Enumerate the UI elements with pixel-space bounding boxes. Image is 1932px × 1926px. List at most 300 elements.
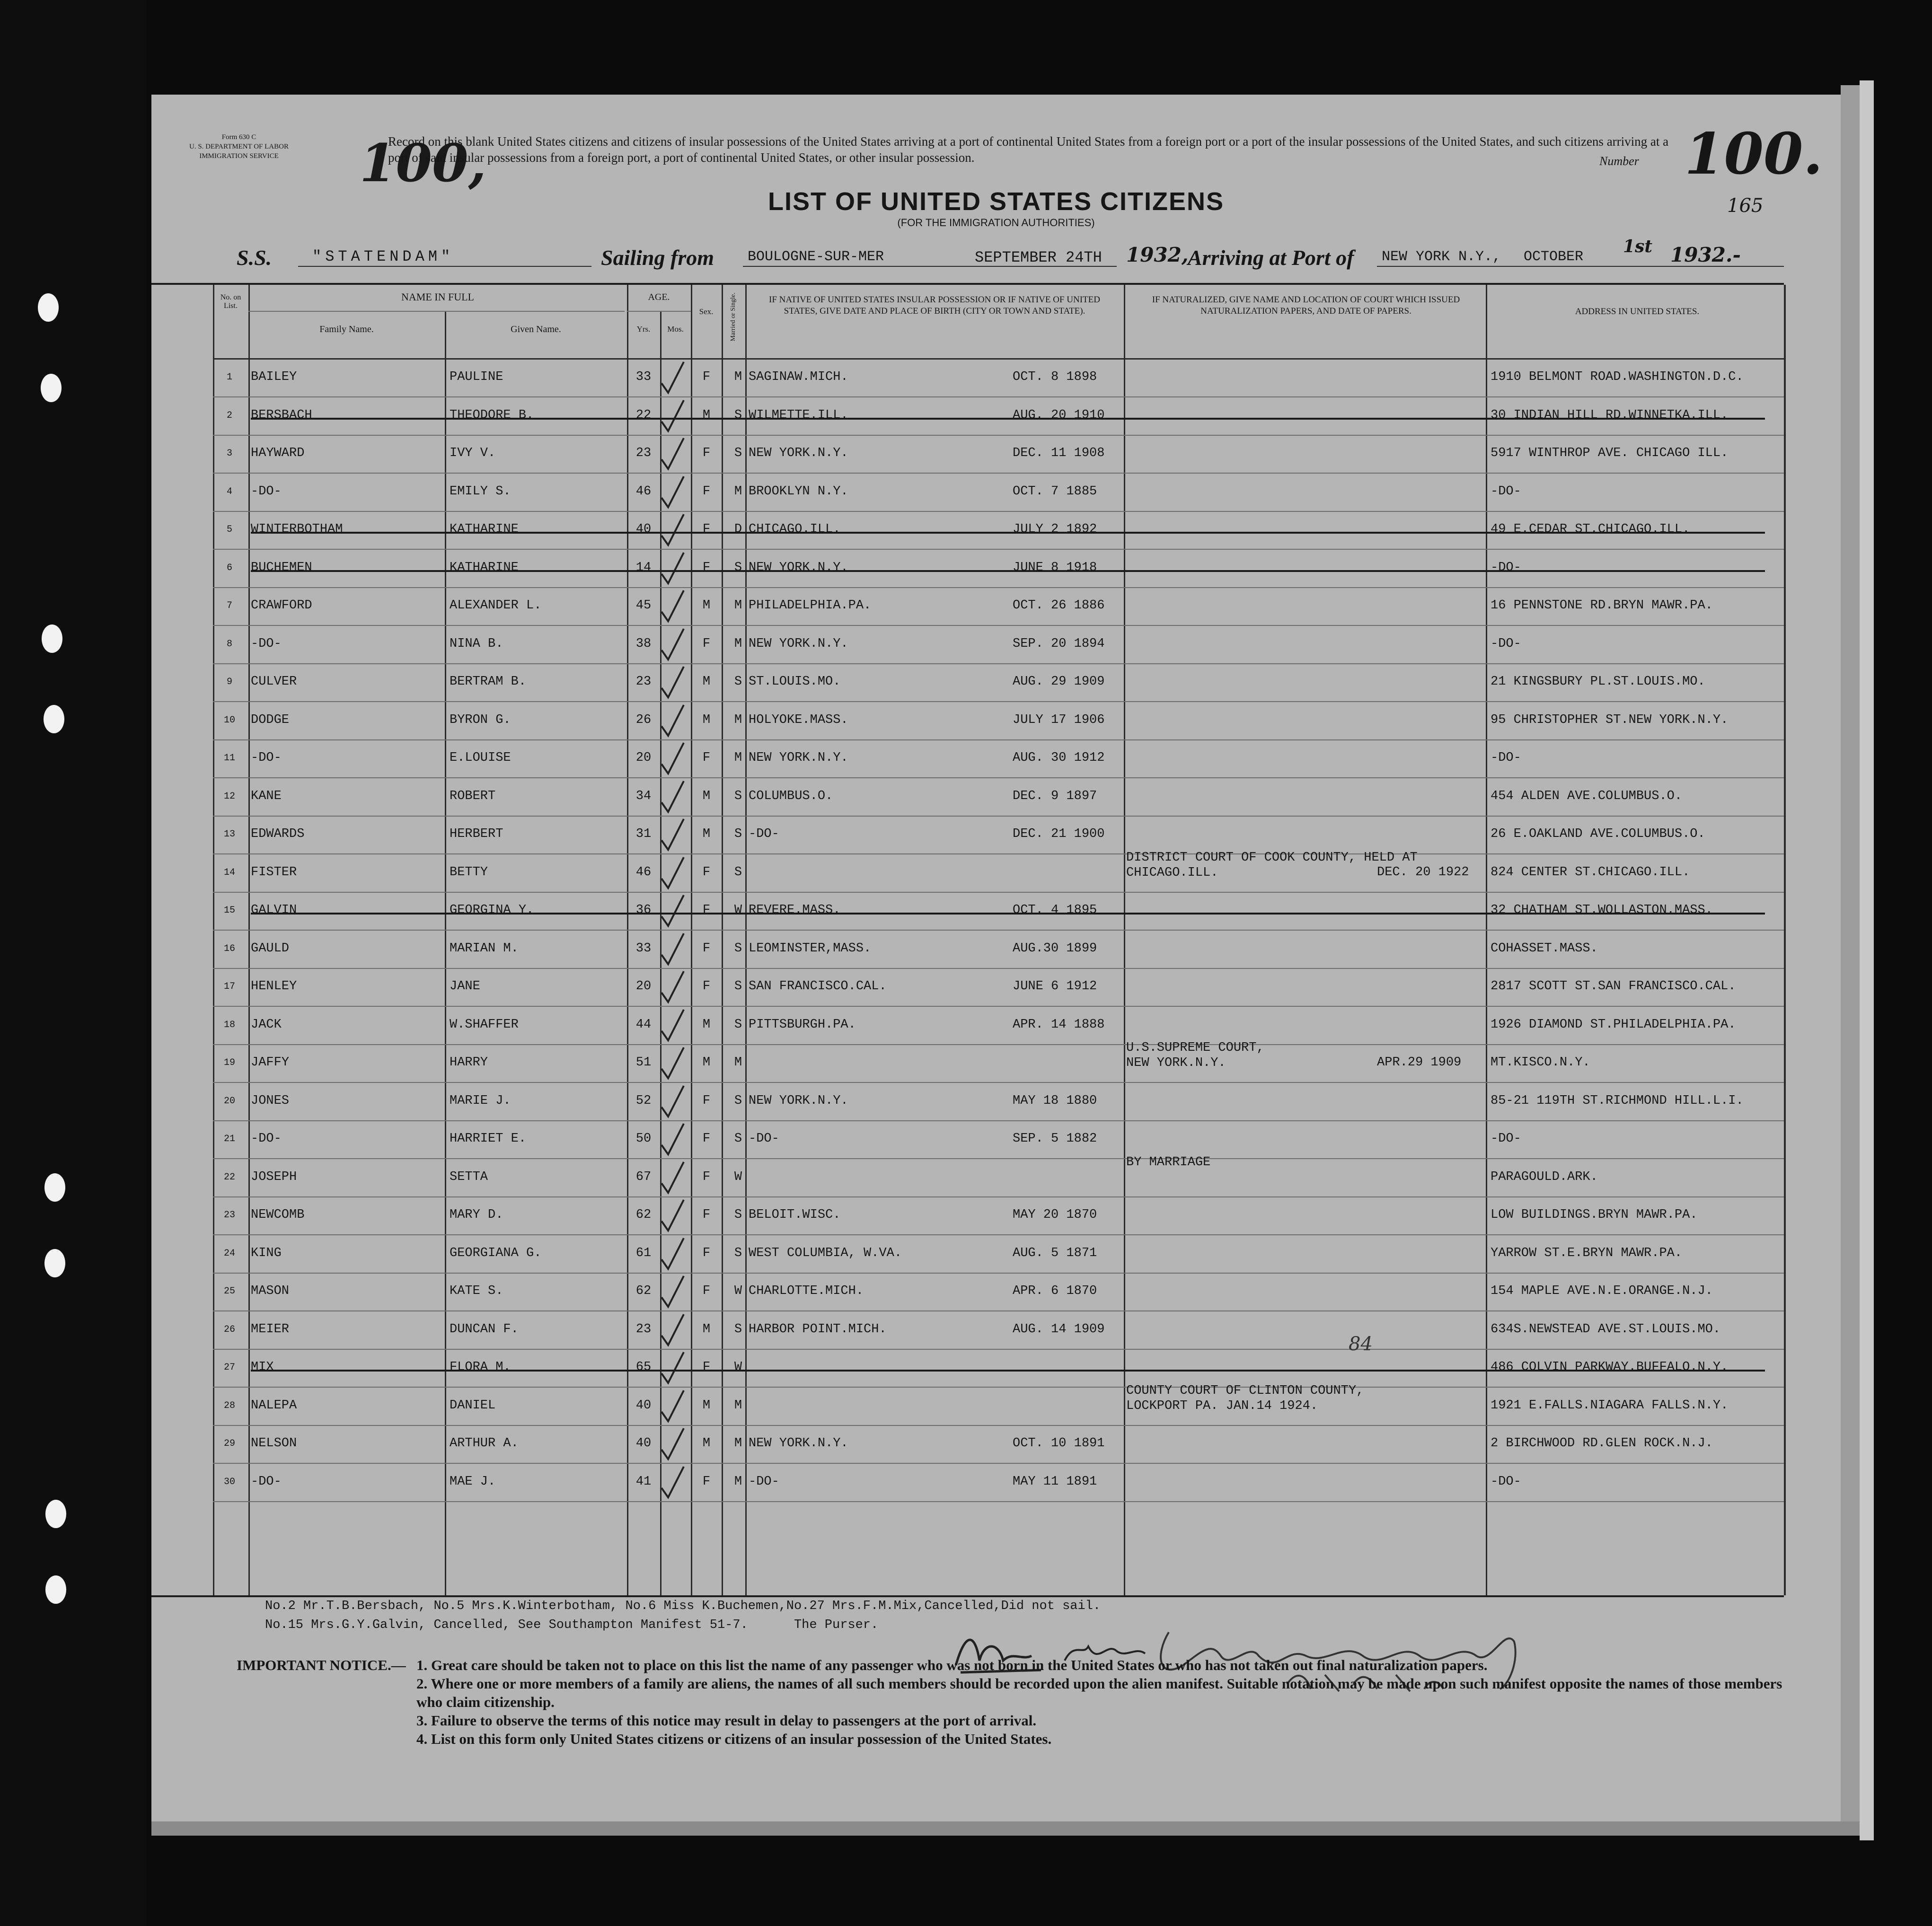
cell-sex: M <box>702 1017 711 1032</box>
table-row <box>151 1197 1784 1235</box>
cell-birthplace: -DO- <box>749 1474 779 1489</box>
cell-naturalization: DISTRICT COURT OF COOK COUNTY, HELD AT CHICAGO.ILL. <box>1126 850 1418 880</box>
cell-family-name: HAYWARD <box>251 446 305 460</box>
cell-sex: M <box>702 598 711 613</box>
cell-sex: M <box>702 1436 711 1451</box>
check-mark-icon <box>658 398 686 436</box>
cell-list-number: 8 <box>226 638 232 650</box>
cell-age-years: 61 <box>635 1246 652 1260</box>
cell-birth-date: APR. 6 1870 <box>1013 1284 1097 1298</box>
cell-given-name: THEODORE B. <box>450 408 534 422</box>
cell-sex: M <box>702 789 711 803</box>
cell-list-number: 24 <box>223 1248 235 1259</box>
sail-date: SEPTEMBER 24TH <box>975 249 1102 266</box>
column-rule <box>1784 285 1786 1595</box>
table-row <box>151 850 1784 893</box>
table-row <box>151 474 1784 512</box>
cell-birthplace: NEW YORK.N.Y. <box>749 1436 848 1451</box>
cell-birth-date: AUG.30 1899 <box>1013 941 1097 956</box>
cell-marital-status: S <box>734 560 742 575</box>
cell-age-years: 62 <box>635 1284 652 1298</box>
cell-address: 85-21 119TH ST.RICHMOND HILL.L.I. <box>1491 1093 1744 1108</box>
cell-sex: F <box>702 1170 711 1184</box>
cell-sex: F <box>702 1246 711 1260</box>
cell-address: -DO- <box>1491 484 1521 499</box>
table-row <box>151 1464 1784 1502</box>
cell-list-number: 16 <box>223 943 235 954</box>
cell-birthplace: HARBOR POINT.MICH. <box>749 1322 887 1337</box>
cell-sex: F <box>702 1093 711 1108</box>
cell-age-years: 46 <box>635 484 652 499</box>
col-header-mos: Mos. <box>667 325 684 334</box>
check-mark-icon <box>658 1426 686 1464</box>
cell-marital-status: S <box>734 1246 742 1260</box>
cell-age-years: 31 <box>635 827 652 841</box>
cell-birth-date: JUNE 6 1912 <box>1013 979 1097 994</box>
cell-age-years: 67 <box>635 1170 652 1184</box>
cell-age-years: 33 <box>635 941 652 956</box>
cell-marital-status: S <box>734 979 742 994</box>
check-mark-icon <box>658 1121 686 1159</box>
cell-address: -DO- <box>1491 1474 1521 1489</box>
col-header-sex: Sex. <box>699 307 714 316</box>
cell-sex: F <box>702 1208 711 1222</box>
cell-birthplace: BELOIT.WISC. <box>749 1208 841 1222</box>
cell-age-years: 22 <box>635 408 652 422</box>
cell-birthplace: WILMETTE.ILL. <box>749 408 848 422</box>
cell-address: 26 E.OAKLAND AVE.COLUMBUS.O. <box>1491 827 1705 841</box>
cell-marital-status: S <box>734 789 742 803</box>
cell-birth-date: APR. 14 1888 <box>1013 1017 1105 1032</box>
check-mark-icon <box>658 1007 686 1045</box>
sail-year: 1932, <box>1126 243 1189 266</box>
check-mark-icon <box>658 1160 686 1197</box>
cell-sex: M <box>702 675 711 689</box>
cell-marital-status: S <box>734 1017 742 1032</box>
cell-list-number: 29 <box>223 1438 235 1449</box>
col-header-address: ADDRESS IN UNITED STATES. <box>1575 307 1700 317</box>
cell-family-name: JONES <box>251 1093 290 1108</box>
form-preamble: Record on this blank United States citizens and citizens of insular possessions of the United States arriving at a port of continental United States from a foreign port or a port of the insular possessions of the United States, and such citizens arriving at a port of said insular possessions from a foreign port, a port of continental United States, or other insular possession. <box>388 134 1669 165</box>
cell-given-name: ROBERT <box>450 789 496 803</box>
check-mark-icon <box>658 436 686 474</box>
notice-item: 4. List on this form only United States citizens or citizens of an insular possession of the United States. <box>416 1731 1052 1747</box>
punch-hole <box>44 1173 65 1202</box>
cell-list-number: 21 <box>223 1134 235 1144</box>
cell-given-name: BYRON G. <box>450 712 511 727</box>
cell-marital-status: W <box>734 903 742 917</box>
col-header-no: No. on List. <box>220 293 241 310</box>
cell-given-name: SETTA <box>450 1170 488 1184</box>
cell-age-years: 20 <box>635 979 652 994</box>
cell-address: 154 MAPLE AVE.N.E.ORANGE.N.J. <box>1491 1284 1713 1298</box>
cell-given-name: NINA B. <box>450 636 503 651</box>
cell-family-name: NELSON <box>251 1436 297 1451</box>
cell-age-years: 51 <box>635 1055 652 1070</box>
cell-given-name: HERBERT <box>450 827 503 841</box>
cell-naturalization: U.S.SUPREME COURT, NEW YORK.N.Y. <box>1126 1041 1264 1070</box>
cell-birth-date: AUG. 14 1909 <box>1013 1322 1105 1337</box>
table-row <box>151 588 1784 626</box>
notice-item: 1. Great care should be taken not to place on this list the name of any passenger who was not born in the United States or who has not taken out final naturalization papers. <box>416 1657 1488 1673</box>
cell-birthplace: WEST COLUMBIA, W.VA. <box>749 1246 902 1260</box>
punch-hole <box>44 1249 65 1277</box>
cell-birthplace: -DO- <box>749 827 779 841</box>
cell-given-name: JANE <box>450 979 480 994</box>
cell-birth-date: MAY 18 1880 <box>1013 1093 1097 1108</box>
cell-list-number: 23 <box>223 1210 235 1221</box>
cell-address: 32 CHATHAM ST.WOLLASTON.MASS. <box>1491 903 1713 917</box>
cell-address: 1926 DIAMOND ST.PHILADELPHIA.PA. <box>1491 1017 1736 1032</box>
cell-marital-status: M <box>734 712 742 727</box>
col-header-given: Given Name. <box>511 324 561 334</box>
table-row <box>151 1236 1784 1274</box>
cell-list-number: 27 <box>223 1362 235 1373</box>
ship-name: "STATENDAM" <box>312 248 454 265</box>
cell-birth-date: MAY 20 1870 <box>1013 1208 1097 1222</box>
punch-hole <box>38 293 59 322</box>
cell-age-years: 33 <box>635 370 652 384</box>
form-identifier <box>189 132 289 161</box>
check-mark-icon <box>658 1350 686 1388</box>
cell-address: 486 COLVIN PARKWAY.BUFFALO.N.Y. <box>1491 1360 1729 1374</box>
table-row <box>151 1426 1784 1464</box>
notice-heading: IMPORTANT NOTICE.— <box>237 1657 406 1673</box>
cell-birth-date: OCT. 8 1898 <box>1013 370 1097 384</box>
table-row <box>151 893 1784 931</box>
cell-given-name: BERTRAM B. <box>450 675 527 689</box>
table-row <box>151 664 1784 702</box>
cell-birth-date: OCT. 4 1895 <box>1013 903 1097 917</box>
port-to: NEW YORK N.Y., <box>1382 249 1501 265</box>
cell-sex: F <box>702 636 711 651</box>
table-row <box>151 1350 1784 1388</box>
table-row <box>151 969 1784 1007</box>
cell-birth-date: AUG. 5 1871 <box>1013 1246 1097 1260</box>
cell-family-name: BERSBACH <box>251 408 312 422</box>
cell-marital-status: M <box>734 1436 742 1451</box>
cell-birthplace: HOLYOKE.MASS. <box>749 712 848 727</box>
cell-list-number: 10 <box>223 714 235 726</box>
cell-list-number: 20 <box>223 1095 235 1107</box>
cell-address: 95 CHRISTOPHER ST.NEW YORK.N.Y. <box>1491 712 1729 727</box>
table-row <box>151 626 1784 664</box>
check-mark-icon <box>658 474 686 512</box>
note-line: No.15 Mrs.G.Y.Galvin, Cancelled, See Southampton Manifest 51-7. The Purser. <box>265 1618 879 1632</box>
cell-address: 30 INDIAN HILL RD.WINNETKA.ILL. <box>1491 408 1729 422</box>
check-mark-icon <box>658 588 686 626</box>
cell-age-years: 36 <box>635 903 652 917</box>
header-rule <box>627 311 691 312</box>
cell-family-name: EDWARDS <box>251 827 305 841</box>
check-mark-icon <box>658 893 686 931</box>
cell-birthplace: PITTSBURGH.PA. <box>749 1017 856 1032</box>
cell-list-number: 12 <box>223 791 235 802</box>
check-mark-icon <box>658 512 686 550</box>
cell-age-years: 14 <box>635 560 652 575</box>
cell-given-name: KATHARINE <box>450 560 519 575</box>
cell-address: 1921 E.FALLS.NIAGARA FALLS.N.Y. <box>1491 1398 1729 1413</box>
cell-family-name: -DO- <box>251 1474 282 1489</box>
cell-family-name: JACK <box>251 1017 282 1032</box>
cell-family-name: HENLEY <box>251 979 297 994</box>
notice-list <box>416 1656 1789 1748</box>
check-mark-icon <box>658 969 686 1007</box>
cell-family-name: FISTER <box>251 865 297 879</box>
cell-age-years: 23 <box>635 1322 652 1337</box>
cell-birthplace: REVERE.MASS. <box>749 903 841 917</box>
arrive-year: 1932.- <box>1670 243 1741 266</box>
cell-birthplace: NEW YORK.N.Y. <box>749 751 848 765</box>
check-mark-icon <box>658 703 686 740</box>
cell-marital-status: W <box>734 1284 742 1298</box>
cell-address: 16 PENNSTONE RD.BRYN MAWR.PA. <box>1491 598 1713 613</box>
header-rule <box>248 311 625 312</box>
table-row <box>151 931 1784 969</box>
cell-family-name: MEIER <box>251 1322 290 1337</box>
cell-given-name: W.SHAFFER <box>450 1017 519 1032</box>
cell-sex: F <box>702 903 711 917</box>
cell-sex: F <box>702 979 711 994</box>
cell-birthplace: CHICAGO.ILL. <box>749 522 841 536</box>
cell-list-number: 5 <box>226 524 232 535</box>
check-mark-icon <box>658 1045 686 1083</box>
strike-through-line <box>251 1370 1765 1372</box>
cell-family-name: DODGE <box>251 712 290 727</box>
cell-sex: M <box>702 1322 711 1337</box>
department: U. S. DEPARTMENT OF LABOR <box>189 143 289 150</box>
cell-list-number: 19 <box>223 1057 235 1068</box>
page-subtitle: (FOR THE IMMIGRATION AUTHORITIES) <box>897 217 1095 229</box>
cell-age-years: 20 <box>635 751 652 765</box>
check-mark-icon <box>658 1388 686 1426</box>
cell-family-name: KANE <box>251 789 282 803</box>
cell-given-name: IVY V. <box>450 446 496 460</box>
cell-age-years: 38 <box>635 636 652 651</box>
table-row <box>151 1041 1784 1083</box>
cell-sex: M <box>702 712 711 727</box>
cell-family-name: NEWCOMB <box>251 1208 305 1222</box>
punch-hole <box>42 624 62 653</box>
cell-marital-status: S <box>734 827 742 841</box>
arrive-day: 1st <box>1623 237 1652 256</box>
page-edge <box>151 1821 1860 1836</box>
cell-birth-date: DEC. 11 1908 <box>1013 446 1105 460</box>
cell-list-number: 22 <box>223 1171 235 1183</box>
cell-family-name: WINTERBOTHAM <box>251 522 343 536</box>
cell-family-name: GAULD <box>251 941 290 956</box>
page-edge <box>1841 85 1860 1836</box>
cell-age-years: 45 <box>635 598 652 613</box>
col-header-birthplace: IF NATIVE OF UNITED STATES INSULAR POSSESSION OR IF NATIVE OF UNITED STATES, GIVE DATE AND PLACE OF BIRTH (CITY OR TOWN AND STATE). <box>769 295 1100 316</box>
cell-birthplace: ST.LOUIS.MO. <box>749 675 841 689</box>
cell-given-name: MARIE J. <box>450 1093 511 1108</box>
cell-marital-status: W <box>734 1360 742 1374</box>
table-row <box>151 1274 1784 1311</box>
cell-sex: F <box>702 1284 711 1298</box>
cell-birth-date: JULY 17 1906 <box>1013 712 1105 727</box>
cell-family-name: -DO- <box>251 751 282 765</box>
cell-sex: F <box>702 865 711 879</box>
cell-sex: F <box>702 751 711 765</box>
cell-birth-date: AUG. 20 1910 <box>1013 408 1105 422</box>
cell-address: 454 ALDEN AVE.COLUMBUS.O. <box>1491 789 1683 803</box>
handwritten-page-number: 100, <box>360 132 486 193</box>
cell-age-years: 65 <box>635 1360 652 1374</box>
cell-address: COHASSET.MASS. <box>1491 941 1598 956</box>
cell-marital-status: S <box>734 408 742 422</box>
cell-address: YARROW ST.E.BRYN MAWR.PA. <box>1491 1246 1683 1260</box>
cell-age-years: 40 <box>635 1436 652 1451</box>
cell-address: -DO- <box>1491 1132 1521 1146</box>
underline <box>298 266 591 267</box>
cell-family-name: JAFFY <box>251 1055 290 1070</box>
handwritten-note: 84 <box>1349 1333 1373 1355</box>
cell-given-name: ALEXANDER L. <box>450 598 542 613</box>
cell-list-number: 17 <box>223 981 235 992</box>
cell-naturalization: BY MARRIAGE <box>1126 1155 1211 1170</box>
cell-given-name: GEORGINA Y. <box>450 903 534 917</box>
cell-address: 824 CENTER ST.CHICAGO.ILL. <box>1491 865 1690 879</box>
cell-marital-status: D <box>734 522 742 536</box>
cell-sex: F <box>702 941 711 956</box>
cell-age-years: 23 <box>635 446 652 460</box>
check-mark-icon <box>658 664 686 702</box>
cell-birth-date: DEC. 21 1900 <box>1013 827 1105 841</box>
cell-given-name: DUNCAN F. <box>450 1322 519 1337</box>
cell-birth-date: OCT. 10 1891 <box>1013 1436 1105 1451</box>
cell-family-name: NALEPA <box>251 1398 297 1413</box>
cell-given-name: KATE S. <box>450 1284 503 1298</box>
cell-given-name: PAULINE <box>450 370 503 384</box>
cell-address: 634S.NEWSTEAD AVE.ST.LOUIS.MO. <box>1491 1322 1721 1337</box>
cell-given-name: MAE J. <box>450 1474 496 1489</box>
cell-sex: F <box>702 1360 711 1374</box>
cell-marital-status: M <box>734 1398 742 1413</box>
cell-given-name: E.LOUISE <box>450 751 511 765</box>
cell-sex: F <box>702 560 711 575</box>
cell-address: 5917 WINTHROP AVE. CHICAGO ILL. <box>1491 446 1729 460</box>
cell-given-name: FLORA M. <box>450 1360 511 1374</box>
cell-address: 2 BIRCHWOOD RD.GLEN ROCK.N.J. <box>1491 1436 1713 1451</box>
table-row <box>151 817 1784 854</box>
cell-birthplace: SAN FRANCISCO.CAL. <box>749 979 887 994</box>
cell-address: 2817 SCOTT ST.SAN FRANCISCO.CAL. <box>1491 979 1736 994</box>
check-mark-icon <box>658 1464 686 1502</box>
cell-family-name: -DO- <box>251 1132 282 1146</box>
cell-family-name: BUCHEMEN <box>251 560 312 575</box>
check-mark-icon <box>658 931 686 969</box>
col-header-age: AGE. <box>648 292 670 302</box>
table-row <box>151 398 1784 436</box>
cell-marital-status: M <box>734 636 742 651</box>
cell-family-name: KING <box>251 1246 282 1260</box>
service: IMMIGRATION SERVICE <box>199 152 279 160</box>
cell-marital-status: S <box>734 1208 742 1222</box>
arriving-label: Arriving at Port of <box>1188 246 1354 270</box>
table-row <box>151 550 1784 588</box>
cell-sex: F <box>702 1474 711 1489</box>
punch-hole <box>41 374 62 402</box>
cell-list-number: 13 <box>223 829 235 840</box>
cell-age-years: 41 <box>635 1474 652 1489</box>
cell-birthplace: NEW YORK.N.Y. <box>749 560 848 575</box>
cell-given-name: ARTHUR A. <box>450 1436 519 1451</box>
cell-list-number: 3 <box>226 448 232 459</box>
cell-given-name: DANIEL <box>450 1398 496 1413</box>
strike-through-line <box>251 418 1765 420</box>
check-mark-icon <box>658 817 686 854</box>
check-mark-icon <box>658 1197 686 1235</box>
cell-marital-status: M <box>734 484 742 499</box>
cell-list-number: 30 <box>223 1476 235 1487</box>
cell-given-name: MARIAN M. <box>450 941 519 956</box>
cell-birthplace: PHILADELPHIA.PA. <box>749 598 872 613</box>
cell-age-years: 52 <box>635 1093 652 1108</box>
check-mark-icon <box>658 550 686 588</box>
cell-marital-status: S <box>734 1322 742 1337</box>
cell-age-years: 40 <box>635 1398 652 1413</box>
cell-birthplace: LEOMINSTER,MASS. <box>749 941 872 956</box>
row-rule <box>213 1501 1784 1502</box>
cell-given-name: HARRIET E. <box>450 1132 527 1146</box>
cell-birthplace: -DO- <box>749 1132 779 1146</box>
col-header-family: Family Name. <box>319 324 374 334</box>
cell-marital-status: M <box>734 370 742 384</box>
cell-address: PARAGOULD.ARK. <box>1491 1170 1598 1184</box>
cell-list-number: 25 <box>223 1286 235 1297</box>
table-row <box>151 740 1784 778</box>
cell-birthplace: NEW YORK.N.Y. <box>749 446 848 460</box>
cell-age-years: 50 <box>635 1132 652 1146</box>
page-edge <box>1860 80 1874 1840</box>
cell-age-years: 40 <box>635 522 652 536</box>
cell-age-years: 46 <box>635 865 652 879</box>
underline <box>743 266 1117 267</box>
cell-given-name: EMILY S. <box>450 484 511 499</box>
table-row <box>151 779 1784 817</box>
binder-edge <box>0 0 147 1926</box>
cell-sex: F <box>702 522 711 536</box>
cell-age-years: 34 <box>635 789 652 803</box>
cell-address: -DO- <box>1491 636 1521 651</box>
port-from: BOULOGNE-SUR-MER <box>748 249 884 265</box>
check-mark-icon <box>658 855 686 893</box>
col-header-yrs: Yrs. <box>636 325 651 334</box>
cell-list-number: 1 <box>226 372 232 383</box>
cell-marital-status: S <box>734 675 742 689</box>
note-line: No.2 Mr.T.B.Bersbach, No.5 Mrs.K.Winterbotham, No.6 Miss K.Buchemen,No.27 Mrs.F.M.Mix,Cancelled,Did not sail. <box>265 1599 1101 1613</box>
cell-list-number: 6 <box>226 562 232 573</box>
notice-item: 2. Where one or more members of a family are aliens, the names of all such members should be recorded upon the alien manifest. Suitable notation may be made upon such manifest opposite the names of those members who claim citizenship. <box>416 1675 1782 1710</box>
cell-list-number: 18 <box>223 1019 235 1030</box>
cell-family-name: -DO- <box>251 636 282 651</box>
arrive-month: OCTOBER <box>1524 249 1584 265</box>
cell-given-name: HARRY <box>450 1055 488 1070</box>
cell-naturalization-date: DEC. 20 1922 <box>1377 865 1469 879</box>
form-number: Form 630 C <box>221 133 256 141</box>
cell-marital-status: M <box>734 1055 742 1070</box>
col-header-naturalized: IF NATURALIZED, GIVE NAME AND LOCATION OF COURT WHICH ISSUED NATURALIZATION PAPERS, AND DATE OF PAPERS. <box>1152 295 1460 316</box>
punch-hole <box>45 1575 66 1604</box>
table-row <box>151 1155 1784 1197</box>
cell-family-name: GALVIN <box>251 903 297 917</box>
cell-sex: F <box>702 370 711 384</box>
cell-list-number: 7 <box>226 600 232 611</box>
cell-family-name: MASON <box>251 1284 290 1298</box>
cell-list-number: 2 <box>226 410 232 421</box>
cell-birthplace: NEW YORK.N.Y. <box>749 1093 848 1108</box>
